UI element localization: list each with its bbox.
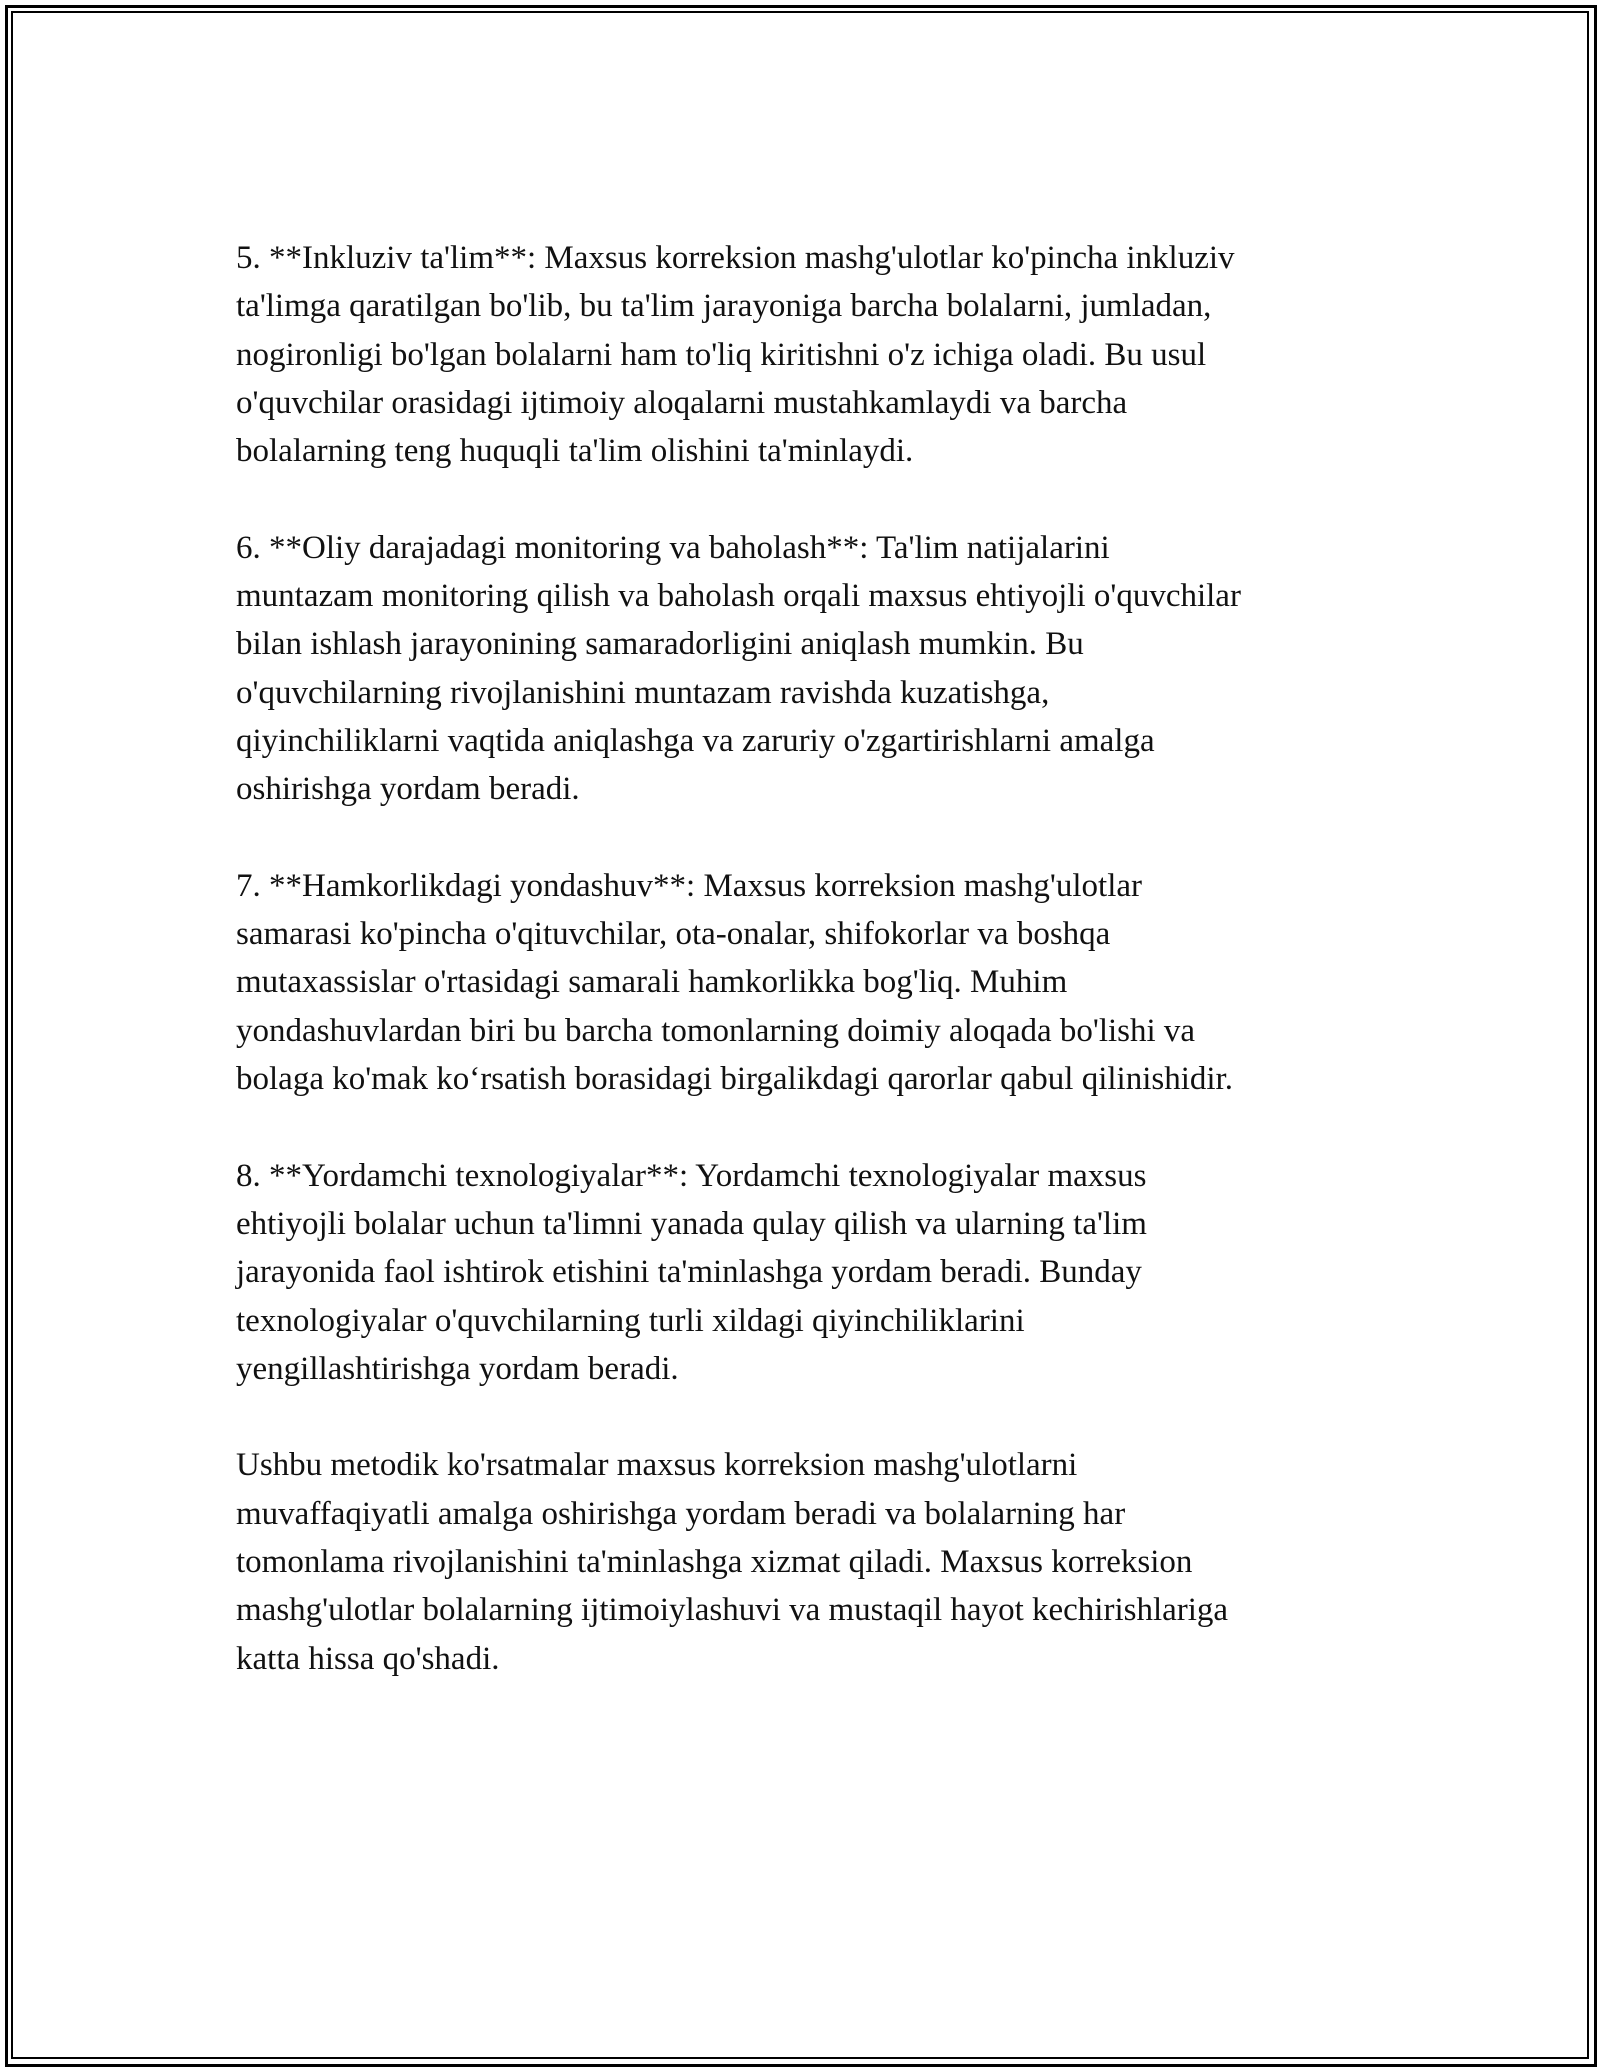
text-line: muvaffaqiyatli amalga oshirishga yordam beradi va bolalarning har bbox=[236, 1495, 1126, 1532]
text-line: tomonlama rivojlanishini ta'minlashga xizmat qiladi. Maxsus korreksion bbox=[236, 1544, 1193, 1581]
text-line: bolalarning teng huquqli ta'lim olishini ta'minlaydi. bbox=[236, 433, 914, 470]
text-line: o'quvchilar orasidagi ijtimoiy aloqalarni mustahkamlaydi va barcha bbox=[236, 384, 1128, 421]
text-line: yengillashtirishga yordam beradi. bbox=[236, 1350, 679, 1387]
text-line: bilan ishlash jarayonining samaradorligini aniqlash mumkin. Bu bbox=[236, 626, 1084, 663]
paragraph-inclusive-education bbox=[236, 234, 1376, 475]
paragraph-assistive-technology bbox=[236, 1152, 1376, 1393]
text-line: bolaga ko'mak ko‘rsatish borasidagi birgalikdagi qarorlar qabul qilinishidir. bbox=[236, 1061, 1233, 1098]
text-line: Ushbu metodik ko'rsatmalar maxsus korreksion mashg'ulotlarni bbox=[236, 1447, 1078, 1484]
document-body bbox=[236, 234, 1376, 1731]
text-line: samarasi ko'pincha o'qituvchilar, ota-onalar, shifokorlar va boshqa bbox=[236, 916, 1111, 953]
text-line: 8. **Yordamchi texnologiyalar**: Yordamchi texnologiyalar maxsus bbox=[236, 1157, 1147, 1194]
text-line: ta'limga qaratilgan bo'lib, bu ta'lim jarayoniga barcha bolalarni, jumladan, bbox=[236, 288, 1212, 325]
text-line: ehtiyojli bolalar uchun ta'limni yanada qulay qilish va ularning ta'lim bbox=[236, 1205, 1147, 1242]
text-line: texnologiyalar o'quvchilarning turli xildagi qiyinchiliklarini bbox=[236, 1302, 1025, 1339]
paragraph-conclusion bbox=[236, 1441, 1376, 1682]
text-line: mashg'ulotlar bolalarning ijtimoiylashuvi va mustaqil hayot kechirishlariga bbox=[236, 1592, 1229, 1629]
text-line: muntazam monitoring qilish va baholash orqali maxsus ehtiyojli o'quvchilar bbox=[236, 578, 1241, 615]
text-line: 5. **Inkluziv ta'lim**: Maxsus korreksion mashg'ulotlar ko'pincha inkluziv bbox=[236, 240, 1235, 276]
text-line: nogironligi bo'lgan bolalarni ham to'liq kiritishni o'z ichiga oladi. Bu usul bbox=[236, 336, 1207, 373]
text-line: katta hissa qo'shadi. bbox=[236, 1640, 500, 1677]
text-line: oshirishga yordam beradi. bbox=[236, 771, 580, 808]
text-line: yondashuvlardan biri bu barcha tomonlarning doimiy aloqada bo'lishi va bbox=[236, 1012, 1196, 1049]
text-line: jarayonida faol ishtirok etishini ta'minlashga yordam beradi. Bunday bbox=[236, 1254, 1142, 1291]
text-line: 7. **Hamkorlikdagi yondashuv**: Maxsus korreksion mashg'ulotlar bbox=[236, 867, 1143, 904]
text-line: qiyinchiliklarni vaqtida aniqlashga va zaruriy o'zgartirishlarni amalga bbox=[236, 722, 1155, 759]
paragraph-collaboration bbox=[236, 862, 1376, 1103]
text-line: mutaxassislar o'rtasidagi samarali hamkorlikka bog'liq. Muhim bbox=[236, 964, 1068, 1001]
text-line: 6. **Oliy darajadagi monitoring va baholash**: Ta'lim natijalarini bbox=[236, 529, 1110, 566]
paragraph-monitoring bbox=[236, 524, 1376, 814]
text-line: o'quvchilarning rivojlanishini muntazam ravishda kuzatishga, bbox=[236, 674, 1050, 711]
